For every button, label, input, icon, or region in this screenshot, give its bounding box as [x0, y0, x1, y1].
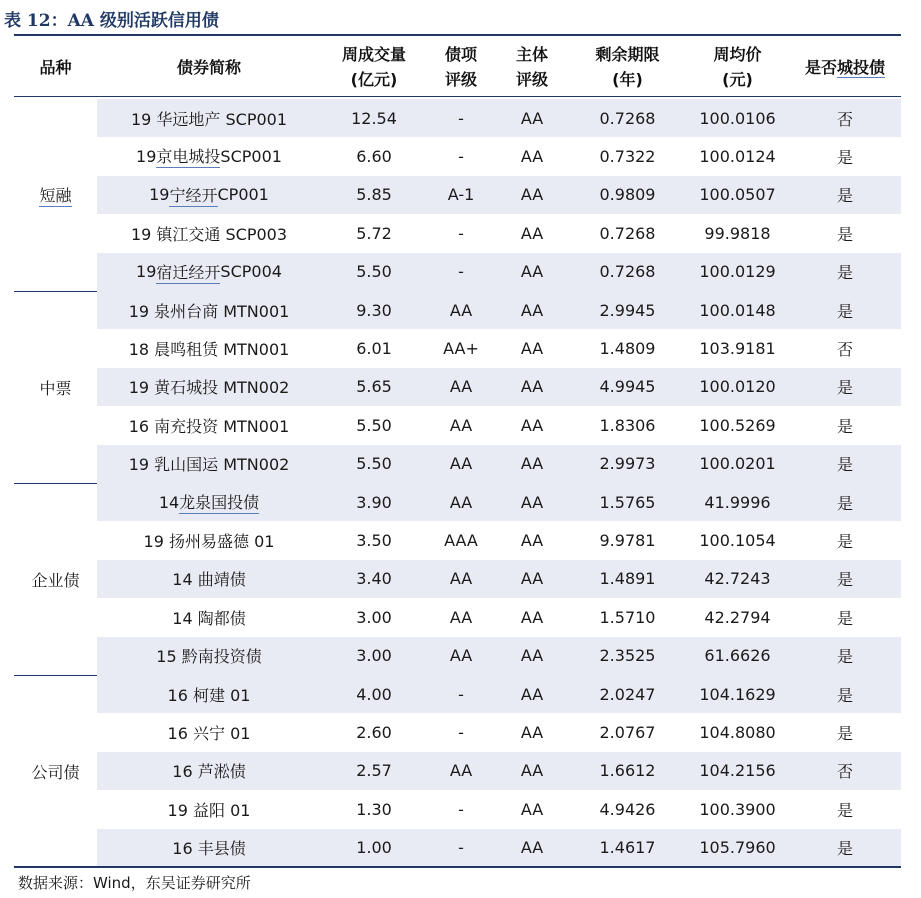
cell-issuer-rating: AA [520, 415, 544, 435]
title-rule [14, 34, 901, 36]
header-is-lgfv [789, 40, 901, 94]
cell-issuer-rating: AA [520, 569, 544, 589]
cell-issuer-rating: AA [520, 377, 544, 397]
category-label: 短融 [14, 99, 97, 291]
header-avg-price-line: 周均价 [713, 45, 762, 64]
header-name [97, 40, 321, 94]
cell-bond-rating: - [458, 262, 464, 282]
cell-issuer-rating: AA [520, 108, 544, 128]
cell-is-lgfv: 是 [836, 455, 853, 475]
cell-term: 0.7268 [599, 223, 656, 243]
cell-bond-rating: AA [449, 300, 473, 320]
cell-avg-price: 100.0106 [699, 108, 776, 128]
header-bond-rating-line: 债项 [444, 45, 477, 64]
cell-term: 2.9945 [599, 300, 656, 320]
cell-is-lgfv: 是 [836, 723, 853, 743]
header-issuer-rating-line: 主体 [515, 45, 548, 64]
cell-name: 19 黄石城投 MTN002 [128, 378, 290, 398]
cell-term: 1.5710 [599, 607, 656, 627]
cell-volume: 3.00 [356, 646, 392, 666]
header-bond-rating [427, 40, 495, 94]
cell-volume: 2.60 [356, 722, 392, 742]
cell-issuer-rating: AA [520, 454, 544, 474]
cell-issuer-rating: AA [520, 722, 544, 742]
cell-volume: 3.00 [356, 607, 392, 627]
cell-term: 0.7322 [599, 146, 656, 166]
cell-term: 4.9945 [599, 377, 656, 397]
category-label: 公司债 [31, 762, 80, 782]
header-term [569, 40, 686, 94]
cell-bond-rating: - [458, 146, 464, 166]
cell-is-lgfv: 是 [836, 531, 853, 551]
cell-bond-rating: AA [449, 492, 473, 512]
cell-issuer-rating: AA [520, 262, 544, 282]
cell-is-lgfv: 是 [836, 839, 853, 859]
cell-avg-price: 100.0148 [699, 300, 776, 320]
cell-avg-price: 100.0124 [699, 146, 776, 166]
cell-avg-price: 105.7960 [699, 838, 776, 858]
table-row [97, 406, 901, 444]
cell-issuer-rating: AA [520, 492, 544, 512]
cell-bond-rating: AA [449, 761, 473, 781]
cell-term: 0.7268 [599, 108, 656, 128]
cell-issuer-rating: AA [520, 799, 544, 819]
cell-is-lgfv: 是 [836, 685, 853, 705]
cell-term: 2.9973 [599, 454, 656, 474]
table-row [97, 291, 901, 329]
cell-bond-rating: A-1 [447, 185, 475, 205]
cell-avg-price: 100.0201 [699, 454, 776, 474]
table-row [97, 214, 901, 252]
cell-is-lgfv: 是 [836, 301, 853, 321]
cell-issuer-rating: AA [520, 646, 544, 666]
table-row [97, 790, 901, 828]
cell-is-lgfv: 是 [836, 263, 853, 283]
cell-volume: 5.50 [356, 454, 392, 474]
cell-avg-price: 100.5269 [699, 415, 776, 435]
cell-bond-rating: AA [449, 377, 473, 397]
cell-term: 1.4617 [599, 838, 656, 858]
cell-issuer-rating: AA [520, 338, 544, 358]
cell-issuer-rating: AA [520, 838, 544, 858]
table-row [97, 752, 901, 790]
table-row [97, 560, 901, 598]
cell-issuer-rating: AA [520, 300, 544, 320]
cell-bond-rating: AA [449, 569, 473, 589]
cell-term: 2.3525 [599, 646, 656, 666]
cell-issuer-rating: AA [520, 761, 544, 781]
cell-avg-price: 103.9181 [699, 338, 776, 358]
category-label: 中票 [39, 378, 72, 398]
cell-bond-rating: AA [449, 607, 473, 627]
cell-name: 14 陶都债 [172, 608, 246, 628]
cell-is-lgfv: 否 [836, 762, 853, 782]
cell-term: 0.9809 [599, 185, 656, 205]
header-name-line: 债券简称 [176, 57, 241, 77]
cell-avg-price: 104.1629 [699, 684, 776, 704]
cell-bond-rating: - [458, 799, 464, 819]
cell-name: 19 宿迁经开 SCP004 [97, 253, 321, 291]
header-type [14, 40, 97, 94]
cell-is-lgfv: 是 [836, 647, 853, 667]
cell-volume: 1.00 [356, 838, 392, 858]
cell-term: 1.6612 [599, 761, 656, 781]
cell-is-lgfv: 是 [836, 608, 853, 628]
cell-issuer-rating: AA [520, 146, 544, 166]
cell-is-lgfv: 否 [836, 339, 853, 359]
cell-name: 19 华远地产 SCP001 [130, 109, 288, 129]
cell-issuer-rating: AA [520, 223, 544, 243]
cell-bond-rating: - [458, 684, 464, 704]
cell-avg-price: 100.0129 [699, 262, 776, 282]
cell-term: 9.9781 [599, 530, 656, 550]
cell-bond-rating: AA [449, 646, 473, 666]
table-row [97, 176, 901, 214]
cell-is-lgfv: 是 [836, 147, 853, 167]
cell-bond-rating: AA [449, 454, 473, 474]
header-bond-rating-line: 评级 [444, 70, 477, 89]
cell-volume: 3.90 [356, 492, 392, 512]
table-row [97, 521, 901, 559]
cell-is-lgfv: 是 [836, 493, 853, 513]
source-note: 数据来源：Wind，东吴证券研究所 [18, 874, 251, 892]
cell-volume: 1.30 [356, 799, 392, 819]
table-row [97, 445, 901, 483]
table-row [97, 713, 901, 751]
header-avg-price [686, 40, 789, 94]
header-volume-line: (亿元) [350, 70, 398, 89]
cell-is-lgfv: 是 [836, 570, 853, 590]
cell-volume: 2.57 [356, 761, 392, 781]
cell-bond-rating: - [458, 223, 464, 243]
header-volume [321, 40, 427, 94]
cell-issuer-rating: AA [520, 185, 544, 205]
cell-volume: 3.50 [356, 530, 392, 550]
bottom-rule [14, 866, 901, 868]
header-type-line: 品种 [39, 57, 72, 77]
cell-name: 14 曲靖债 [172, 570, 246, 590]
cell-avg-price: 100.3900 [699, 799, 776, 819]
cell-is-lgfv: 是 [836, 416, 853, 436]
cell-term: 4.9426 [599, 799, 656, 819]
header-is-lgfv-line: 是否城投债 [804, 57, 886, 77]
cell-volume: 4.00 [356, 684, 392, 704]
cell-name: 19 京电城投 SCP001 [97, 137, 321, 175]
cell-issuer-rating: AA [520, 530, 544, 550]
header-issuer-rating-line: 评级 [515, 70, 548, 89]
header-term-line: (年) [612, 70, 643, 89]
cell-name: 18 晨鸣租赁 MTN001 [128, 339, 290, 359]
table-row [97, 253, 901, 291]
cell-name: 19 泉州台商 MTN001 [128, 301, 290, 321]
cell-avg-price: 41.9996 [704, 492, 771, 512]
table-title: 表 12：AA 级别活跃信用债 [4, 11, 219, 31]
cell-name: 16 芦淞债 [172, 762, 246, 782]
cell-term: 0.7268 [599, 262, 656, 282]
cell-volume: 9.30 [356, 300, 392, 320]
cell-name: 16 丰县债 [172, 839, 246, 859]
cell-is-lgfv: 是 [836, 186, 853, 206]
category-label: 企业债 [31, 570, 80, 590]
cell-volume: 5.65 [356, 377, 392, 397]
cell-is-lgfv: 是 [836, 378, 853, 398]
cell-bond-rating: AAA [444, 530, 478, 550]
cell-name: 19 镇江交通 SCP003 [130, 224, 288, 244]
cell-avg-price: 100.0507 [699, 185, 776, 205]
cell-term: 2.0247 [599, 684, 656, 704]
cell-name: 19 宁经开 CP001 [97, 176, 321, 214]
table-row [97, 675, 901, 713]
cell-issuer-rating: AA [520, 607, 544, 627]
cell-term: 1.4809 [599, 338, 656, 358]
cell-volume: 12.54 [351, 108, 397, 128]
table-row [97, 329, 901, 367]
table-row [97, 137, 901, 175]
cell-issuer-rating: AA [520, 684, 544, 704]
cell-volume: 3.40 [356, 569, 392, 589]
cell-avg-price: 100.1054 [699, 530, 776, 550]
header-issuer-rating [495, 40, 569, 94]
table-row [97, 368, 901, 406]
header-volume-line: 周成交量 [341, 45, 406, 64]
cell-is-lgfv: 否 [836, 109, 853, 129]
table-row [97, 637, 901, 675]
cell-name: 14 龙泉国投债 [97, 483, 321, 521]
cell-term: 1.5765 [599, 492, 656, 512]
cell-volume: 5.50 [356, 262, 392, 282]
cell-is-lgfv: 是 [836, 800, 853, 820]
cell-term: 2.0767 [599, 722, 656, 742]
cell-term: 1.4891 [599, 569, 656, 589]
table-row [97, 598, 901, 636]
cell-avg-price: 42.7243 [704, 569, 771, 589]
table-row [97, 829, 901, 867]
header-term-line: 剩余期限 [595, 45, 660, 64]
cell-avg-price: 104.2156 [699, 761, 776, 781]
cell-name: 19 益阳 01 [167, 800, 251, 820]
table-row [97, 99, 901, 137]
cell-bond-rating: AA [449, 415, 473, 435]
cell-bond-rating: - [458, 838, 464, 858]
cell-term: 1.8306 [599, 415, 656, 435]
cell-avg-price: 100.0120 [699, 377, 776, 397]
cell-bond-rating: - [458, 108, 464, 128]
cell-name: 19 乳山国运 MTN002 [128, 455, 290, 475]
table-row [97, 483, 901, 521]
header-avg-price-line: (元) [722, 70, 753, 89]
cell-avg-price: 104.8080 [699, 722, 776, 742]
cell-is-lgfv: 是 [836, 224, 853, 244]
cell-avg-price: 42.2794 [704, 607, 771, 627]
cell-volume: 6.60 [356, 146, 392, 166]
header-rule [14, 96, 901, 97]
cell-name: 16 南充投资 MTN001 [128, 416, 290, 436]
cell-name: 15 黔南投资债 [156, 647, 262, 667]
cell-name: 19 扬州易盛德 01 [143, 531, 275, 551]
cell-name: 16 兴宁 01 [167, 723, 251, 743]
cell-volume: 5.85 [356, 185, 392, 205]
cell-avg-price: 61.6626 [704, 646, 771, 666]
cell-avg-price: 99.9818 [704, 223, 771, 243]
cell-volume: 5.50 [356, 415, 392, 435]
cell-bond-rating: - [458, 722, 464, 742]
cell-volume: 5.72 [356, 223, 392, 243]
cell-name: 16 柯建 01 [167, 685, 251, 705]
cell-volume: 6.01 [356, 338, 392, 358]
cell-bond-rating: AA+ [443, 338, 479, 358]
